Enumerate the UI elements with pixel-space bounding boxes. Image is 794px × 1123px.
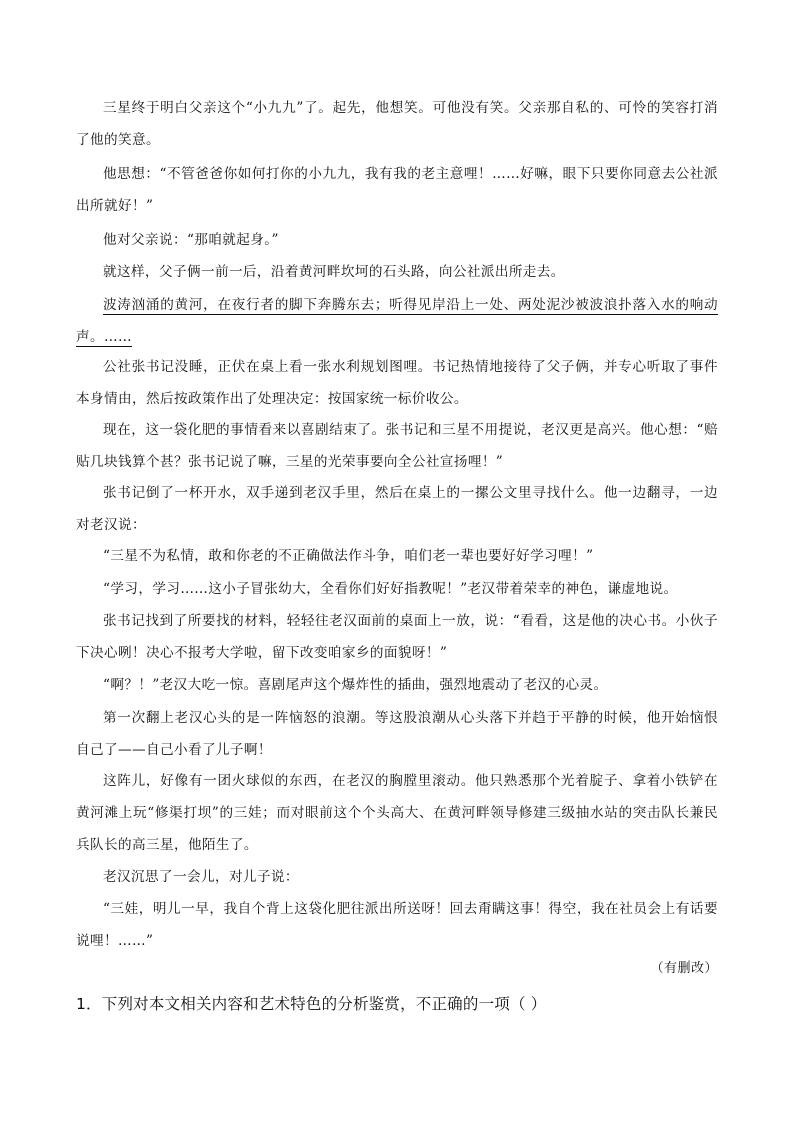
paragraph-15: 老汉沉思了一会儿，对儿子说： [103, 869, 299, 885]
paragraph-4: 就这样，父子俩一前一后，沿着黄河畔坎坷的石头路，向公社派出所走去。 [103, 264, 565, 280]
source-note: （有删改） [650, 961, 718, 976]
paragraph-11: 张书记找到了所要找的材料，轻轻往老汉面前的桌面上一放，说：“看看，这是他的决心书。小伙子下决心咧！决心不报考大学啦，留下改变咱家乡的面貌呀！” [76, 613, 718, 661]
paragraph-7: 现在，这一袋化肥的事情看来以喜剧结束了。张书记和三星不用提说，老汉更是高兴。他心想：“赔贴几块钱算个甚？张书记说了嘛，三星的光荣事要向全公社宣扬哩！” [76, 422, 718, 470]
question-1: 1．下列对本文相关内容和艺术特色的分析鉴赏，不正确的一项（ ） [76, 995, 547, 1013]
paragraph-16: “三娃，明儿一早，我自个背上这袋化肥往派出所送呀！回去甭瞒这事！得空，我在社员会上有话要说哩！……” [76, 901, 718, 949]
paragraph-6: 公社张书记没睡，正伏在桌上看一张水利规划图哩。书记热情地接待了父子俩，并专心听取了事件本身情由，然后按政策作出了处理决定：按国家统一标价收公。 [76, 359, 718, 407]
paragraph-13: 第一次翻上老汉心头的是一阵恼怒的浪潮。等这股浪潮从心头落下并趋于平静的时候，他开始恼恨自己了——自己小看了儿子啊！ [76, 710, 718, 758]
paragraph-3: 他对父亲说：“那咱就起身。” [103, 232, 279, 248]
paragraph-8: 张书记倒了一杯开水，双手递到老汉手里，然后在桌上的一摞公文里寻找什么。他一边翻寻，一边对老汉说： [76, 485, 718, 533]
paragraph-1: 三星终于明白父亲这个“小九九”了。起先，他想笑。可他没有笑。父亲那自私的、可怜的笑容打消了他的笑意。 [76, 100, 718, 148]
paragraph-14: 这阵儿，好像有一团火球似的东西，在老汉的胸膛里滚动。他只熟悉那个光着腚子、拿着小铁铲在黄河滩上玩“修渠打坝”的三娃；而对眼前这个个头高大、在黄河畔领导修建三级抽水站的突击队长兼民兵队长的高三星，他陌生了。 [76, 773, 718, 853]
paragraph-5-underlined: 波涛汹涌的黄河，在夜行者的脚下奔腾东去；听得见岸沿上一处、两处泥沙被波浪扑落入水的响动声。…… [76, 297, 718, 345]
paragraph-10: “学习，学习……这小子冒张幼大，全看你们好好指教呢！”老汉带着荣幸的神色，谦虚地说。 [103, 581, 678, 597]
paragraph-2: 他思想：“不管爸爸你如何打你的小九九，我有我的老主意哩！……好嘛，眼下只要你同意去公社派出所就好！” [76, 166, 718, 214]
paragraph-12: “啊？！”老汉大吃一惊。喜剧尾声这个爆炸性的插曲，强烈地震动了老汉的心灵。 [103, 677, 608, 693]
paragraph-9: “三星不为私情，敢和你老的不正确做法作斗争，咱们老一辈也要好好学习哩！” [103, 548, 594, 564]
